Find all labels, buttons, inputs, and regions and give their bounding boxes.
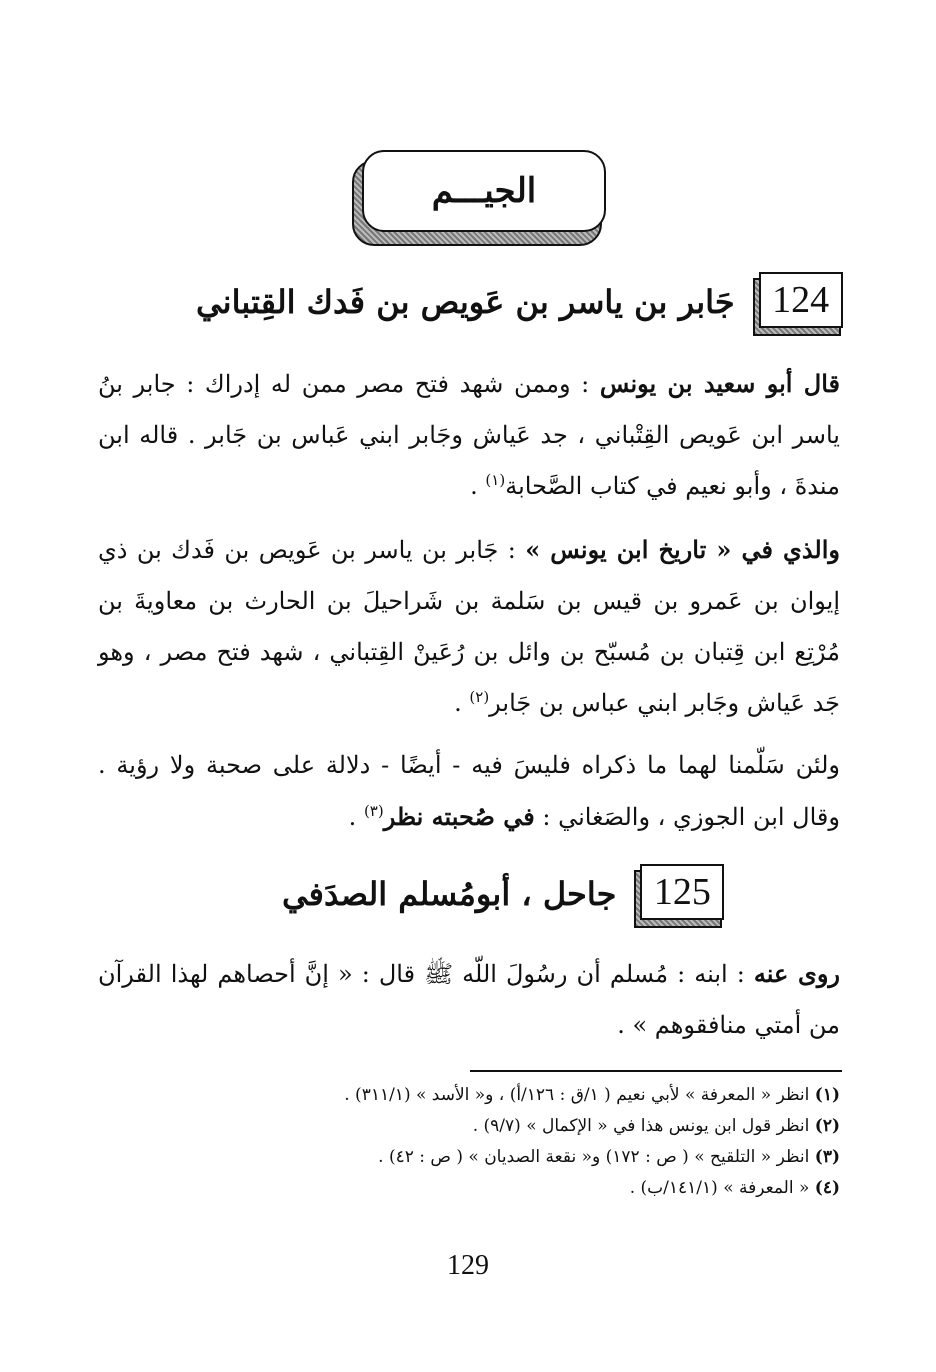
paragraph-lead: قال أبو سعيد بن يونس <box>599 369 840 398</box>
page-number: 129 <box>447 1250 489 1281</box>
entry-title: جاحل ، أبومُسلم الصدَفي <box>282 875 617 913</box>
footnote-ref: (٣) <box>363 802 384 820</box>
entry-heading-125 <box>282 864 726 924</box>
chapter-heading-box <box>362 150 606 232</box>
footnote-divider <box>470 1070 842 1072</box>
footnotes <box>240 1080 840 1204</box>
paragraph-text: : ابنه : مُسلم أن رسُولَ اللّه ﷺ قال : « إنَّ أحصاهم لهذا القرآن من أمتي منافقوهم » . <box>98 960 840 1039</box>
chapter-heading <box>352 150 608 242</box>
paragraph-bold: في صُحبته نظر <box>383 802 535 831</box>
entry-number-badge <box>753 272 845 332</box>
entry-number-badge <box>634 864 726 924</box>
chapter-title: الجيـــم <box>431 171 537 211</box>
entry-heading-124 <box>196 272 845 332</box>
paragraph-1: قال أبو سعيد بن يونس : وممن شهد فتح مصر ممن له إدراك : جابر بنُ ياسر ابن عَويص القِتْباني ، جد عَياش وجَابر ابني عَباس بن جَابر . قاله ابن مندةَ ، وأبو نعيم في كتاب الصَّحابة$^{(١)}$ . <box>98 369 840 500</box>
paragraph-lead: روى عنه <box>753 959 841 988</box>
paragraph-2: والذي في « تاريخ ابن يونس » : جَابر بن ياسر بن عَويص بن فَدك بن ذي إيوان بن عَمرو بن قيس بن سَلمة بن شَراحيلَ بن الحارث بن معاويةَ بن مُرْتِع ابن قِتبان بن مُسبّح بن وائل بن رُعَينْ القِتباني ، شهد فتح مصر ، وهو جَد عَياش وجَابر ابني عباس بن جَابر$^{(٢)}$ . <box>98 535 840 717</box>
entry-number: 125 <box>653 871 711 913</box>
entry-title: جَابر بن ياسر بن عَويص بن فَدك القِتباني <box>196 283 735 321</box>
entry-number: 124 <box>772 279 830 321</box>
paragraph-text: : وممن شهد فتح مصر ممن له إدراك : جابر بنُ ياسر ابن عَويص القِتْباني ، جد عَياش وجَابر ابني عَباس بن جَابر . قاله ابن مندةَ ، وأبو نعيم في كتاب الصَّحابة <box>98 370 840 500</box>
paragraph-4 <box>98 948 840 1051</box>
paragraph-text: : جَابر بن ياسر بن عَويص بن فَدك بن ذي إيوان بن عَمرو بن قيس بن سَلمة بن شَراحيلَ بن الحارث بن معاويةَ بن مُرْتِع ابن قِتبان بن مُسبّح بن وائل بن رُعَينْ القِتباني ، شهد فتح مصر ، وهو جَد عَياش وجَابر ابني عباس بن جَابر <box>98 536 840 717</box>
footnote-ref: (٢) <box>469 688 490 706</box>
paragraph-lead: والذي في « تاريخ ابن يونس » <box>525 535 840 564</box>
paragraph-3: ولئن سَلّمنا لهما ما ذكراه فليسَ فيه - أيضًا - دلالة على صحبة ولا رؤية . وقال ابن الجوزي ، والصَغاني : في صُحبته نظر$^{(٣)}$ . <box>98 751 840 831</box>
footnote-ref: (١) <box>485 471 506 489</box>
footnote-item: (٢) انظر قول ابن يونس هذا في « الإكمال » (٩/٧) . <box>472 1116 840 1136</box>
paragraph-text: ولئن سَلّمنا لهما ما ذكراه فليسَ فيه - أيضًا - دلالة على صحبة ولا رؤية . وقال ابن الجوزي ، والصَغاني : <box>98 751 840 831</box>
footnote-item: (١) انظر « المعرفة » لأبي نعيم ( ١/ق : ١٢٦/أ) ، و« الأسد » (٣١١/١) . <box>344 1085 840 1105</box>
footnote-item: (٤) « المعرفة » (١٤١/١/ب) . <box>629 1178 840 1198</box>
footnote-item: (٣) انظر « التلقيح » ( ص : ١٧٢) و« نقعة الصديان » ( ص : ٤٢) . <box>378 1147 840 1167</box>
